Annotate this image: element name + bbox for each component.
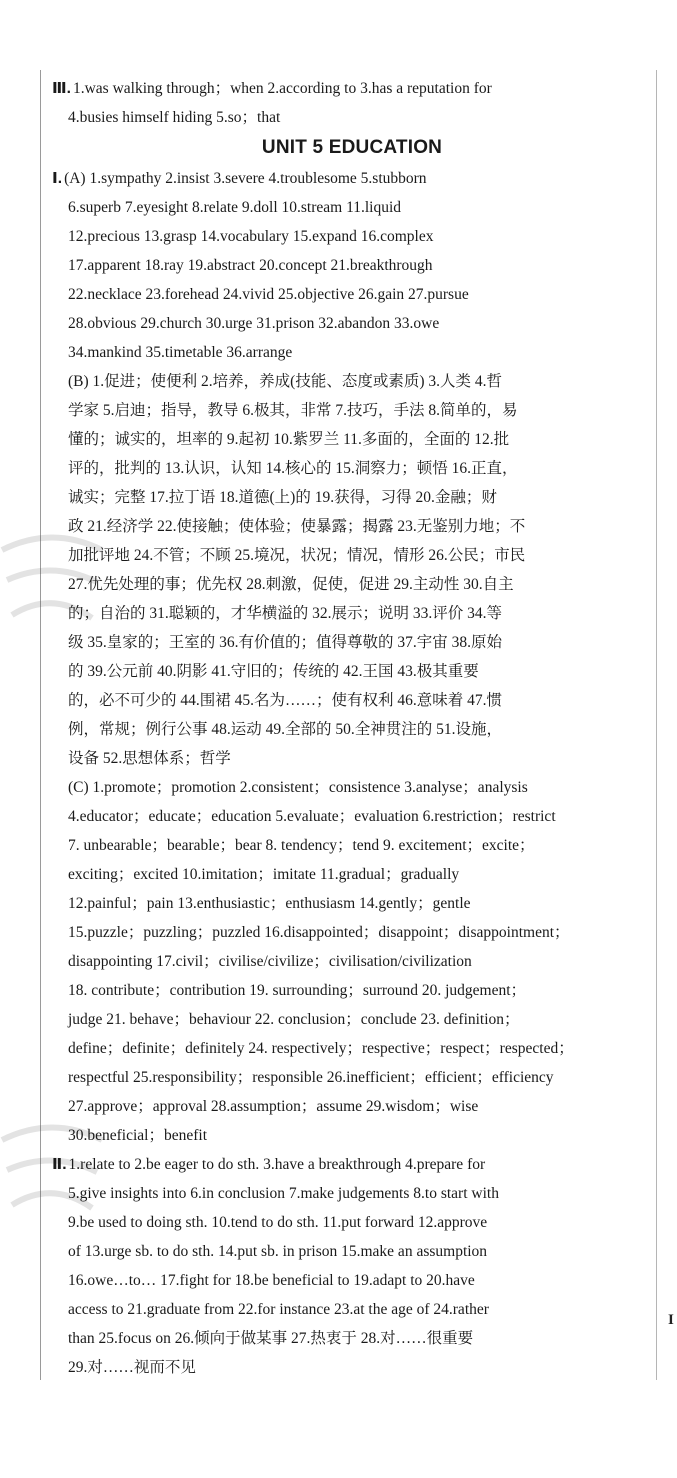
part1-c-line: 27.approve；approval 28.assumption；assume 29.wisdom；wise: [68, 1098, 479, 1115]
part2-line: 29.对……视而不见: [68, 1359, 196, 1376]
part1-a-line: Ⅰ. (A) 1.sympathy 2.insist 3.severe 4.troublesome 5.stubborn: [52, 170, 427, 187]
part1-b-line: 27.优先处理的事；优先权 28.刺激，促使，促进 29.主动性 30.自主: [68, 576, 514, 593]
part1-b-line: 设备 52.思想体系；哲学: [68, 750, 231, 767]
part2-line: of 13.urge sb. to do sth. 14.put sb. in prison 15.make an assumption: [68, 1243, 488, 1260]
part1-b-line: 的 39.公元前 40.阴影 41.守旧的；传统的 42.王国 43.极其重要: [68, 663, 479, 680]
part2-heading: Ⅱ.: [52, 1156, 67, 1173]
part1-a-line: 28.obvious 29.church 30.urge 31.prison 32.abandon 33.owe: [68, 315, 440, 332]
part1-b-line: 懂的；诚实的，坦率的 9.起初 10.紫罗兰 11.多面的，全面的 12.批: [68, 431, 510, 448]
section3-line-2: 4.busies himself hiding 5.so；that: [68, 109, 281, 126]
right-margin-rule: [656, 70, 657, 1380]
part2-line: 9.be used to doing sth. 10.tend to do sth. 11.put forward 12.approve: [68, 1214, 488, 1231]
part1-b-line: 级 35.皇家的；王室的 36.有价值的；值得尊敬的 37.宇宙 38.原始: [68, 634, 503, 651]
part1-c-line: 15.puzzle；puzzling；puzzled 16.disappointed；disappoint；disappointment；: [68, 924, 570, 941]
part1-c-line: exciting；excited 10.imitation；imitate 11.gradual；gradually: [68, 866, 460, 883]
part1-b-line: 评的，批判的 13.认识，认知 14.核心的 15.洞察力；顿悟 16.正直，: [68, 460, 518, 477]
part1-b-line: (B) 1.促进；使便利 2.培养，养成(技能、态度或素质) 3.人类 4.哲: [68, 373, 502, 390]
part1-a-line: 17.apparent 18.ray 19.abstract 20.concept 21.breakthrough: [68, 257, 433, 274]
part1-c-line: disappointing 17.civil；civilise/civilize；civilisation/civilization: [68, 953, 472, 970]
part1-c-line: 7. unbearable；bearable；bear 8. tendency；tend 9. excitement；excite；: [68, 837, 535, 854]
part1-c-line: 30.beneficial；benefit: [68, 1127, 208, 1144]
part2-line: than 25.focus on 26.倾向于做某事 27.热衷于 28.对……很重要: [68, 1330, 474, 1347]
part1-c-line: 18. contribute；contribution 19. surrounding；surround 20. judgement；: [68, 982, 527, 999]
unit-title: UNIT 5 EDUCATION: [261, 137, 443, 158]
part1-b-line: 诚实；完整 17.拉丁语 18.道德(上)的 19.获得，习得 20.金融；财: [68, 489, 497, 506]
part1-a-line: 34.mankind 35.timetable 36.arrange: [68, 344, 293, 361]
part1-a-line: 12.precious 13.grasp 14.vocabulary 15.expand 16.complex: [68, 228, 434, 245]
part1-b-line: 政 21.经济学 22.使接触；使体验；使暴露；揭露 23.无鉴别力地；不: [68, 518, 526, 535]
section3-heading: Ⅲ.: [52, 80, 71, 97]
part1-b-line: 加批评地 24.不管；不顾 25.境况，状况；情况，情形 26.公民；市民: [68, 547, 526, 564]
part2-line: Ⅱ. 1.relate to 2.be eager to do sth. 3.have a breakthrough 4.prepare for: [52, 1156, 486, 1173]
section3-line-1: Ⅲ. 1.was walking through；when 2.according to 3.has a reputation for: [52, 80, 492, 97]
part1-a-line: 22.necklace 23.forehead 24.vivid 25.objective 26.gain 27.pursue: [68, 286, 469, 303]
part1-c-line: (C) 1.promote；promotion 2.consistent；consistence 3.analyse；analysis: [68, 779, 528, 796]
part1-c-line: judge 21. behave；behaviour 22. conclusion；conclude 23. definition；: [68, 1011, 520, 1028]
part1-b-line: 的；自治的 31.聪颖的，才华横溢的 32.展示；说明 33.评价 34.等: [68, 605, 503, 622]
part2-line: access to 21.graduate from 22.for instance 23.at the age of 24.rather: [68, 1301, 489, 1318]
part2-line: 5.give insights into 6.in conclusion 7.make judgements 8.to start with: [68, 1185, 499, 1202]
part1-b-line: 例，常规；例行公事 48.运动 49.全部的 50.全神贯注的 51.设施，: [68, 721, 503, 738]
answer-content: [52, 74, 642, 1382]
part1-a-line: 6.superb 7.eyesight 8.relate 9.doll 10.stream 11.liquid: [68, 199, 402, 216]
edge-mark: I: [668, 1312, 674, 1328]
part1-c-line: respectful 25.responsibility；responsible 26.inefficient；efficient；efficiency: [68, 1069, 554, 1086]
part1-b-line: 学家 5.启迪；指导，教导 6.极其，非常 7.技巧，手法 8.简单的，易: [68, 402, 518, 419]
part1-c-line: define；definite；definitely 24. respectively；respective；respect；respected；: [68, 1040, 574, 1057]
part2-line: 16.owe…to… 17.fight for 18.be beneficial to 19.adapt to 20.have: [68, 1272, 475, 1289]
part1-b-line: 的，必不可少的 44.围裙 45.名为……；使有权利 46.意味着 47.惯: [68, 692, 503, 709]
part1-c-line: 4.educator；educate；education 5.evaluate；evaluation 6.restriction；restrict: [68, 808, 556, 825]
part1-c-line: 12.painful；pain 13.enthusiastic；enthusiasm 14.gently；gentle: [68, 895, 471, 912]
part1-heading: Ⅰ.: [52, 170, 63, 187]
